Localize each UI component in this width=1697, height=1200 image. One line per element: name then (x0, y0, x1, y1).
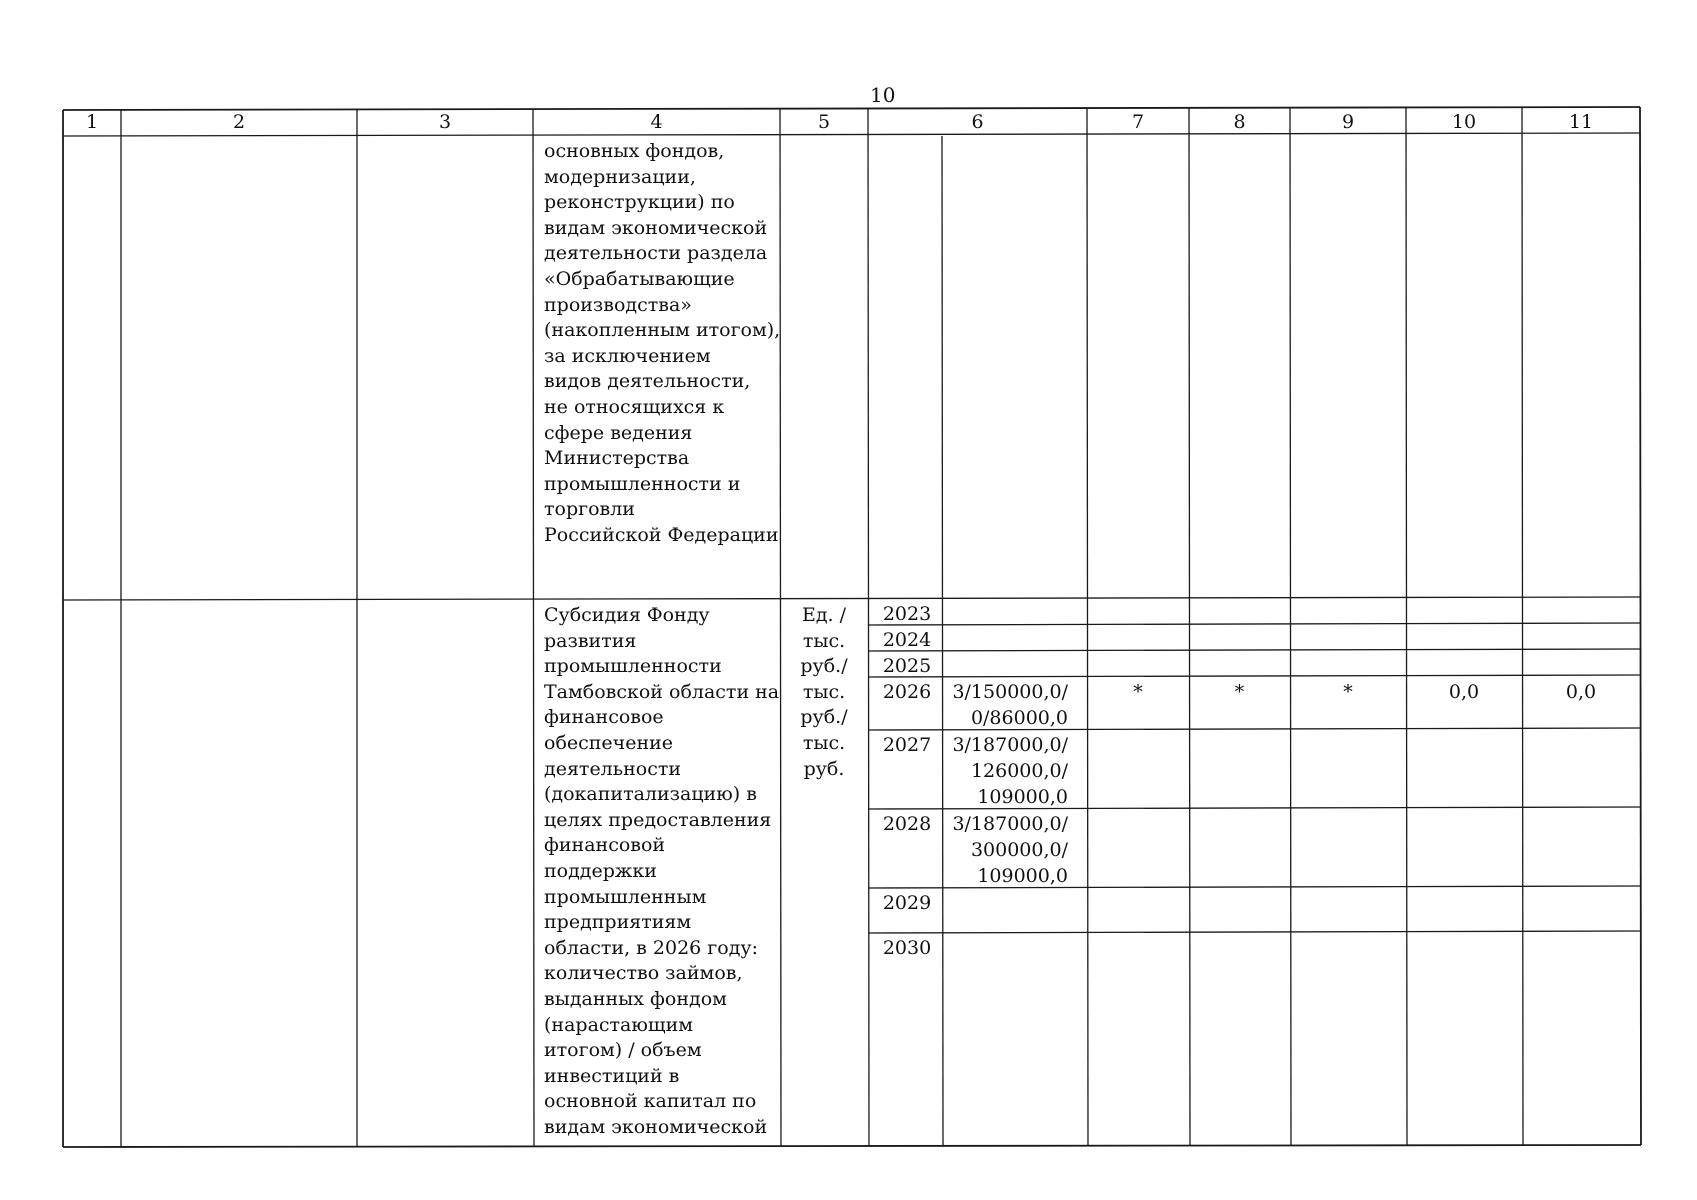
col8-2026: * (1234, 681, 1245, 703)
year-2027: 2027 (882, 734, 932, 756)
header-col-7: 7 (1131, 111, 1145, 133)
header-col-6: 6 (971, 111, 984, 133)
year-2030: 2030 (882, 937, 932, 959)
header-col-8: 8 (1233, 111, 1246, 133)
year-2024: 2024 (882, 629, 932, 651)
header-col-3: 3 (438, 111, 452, 133)
col10-2026: 0,0 (1448, 681, 1480, 703)
value-2028: 3/187000,0/ 300000,0/ 109000,0 (952, 813, 1068, 887)
page-number: 10 (870, 83, 896, 107)
header-col-10: 10 (1451, 111, 1477, 133)
header-col-5: 5 (817, 111, 831, 133)
year-2023: 2023 (882, 603, 932, 625)
header-col-1: 1 (85, 111, 99, 133)
year-2026: 2026 (882, 681, 932, 703)
row2-unit-text: Ед. / тыс. руб./ тыс. руб./ тыс. руб. (800, 604, 848, 780)
value-2027: 3/187000,0/ 126000,0/ 109000,0 (952, 734, 1068, 808)
year-2029: 2029 (882, 892, 932, 914)
header-col-9: 9 (1341, 111, 1355, 133)
value-2026: 3/150000,0/ 0/86000,0 (952, 681, 1068, 729)
year-2025: 2025 (882, 655, 932, 677)
col11-2026: 0,0 (1565, 681, 1597, 703)
year-2028: 2028 (882, 813, 932, 835)
header-col-4: 4 (650, 111, 663, 133)
col9-2026: * (1343, 681, 1353, 703)
row2-indicator-text: Субсидия Фонду развития промышленности Тамбовской области на финансовое обеспечение деятельности (докапитализацию) в целях предоставления финансовой поддержки промышленным предприятиям области, в 2026 году: количество займов, выданных фондом (нарастающим итогом) / объем инвестиций в основной капитал по видам экономической (544, 604, 780, 1138)
header-col-11: 11 (1568, 111, 1594, 133)
col7-2026: * (1133, 681, 1143, 703)
row1-indicator-text: основных фондов, модернизации, реконструкции) по видам экономической деятельности раздела «Обрабатывающие производства» (накопленным итогом), за исключением видов деятельности, не относящихся к сфере ведения Министерства промышленности и торговли Российской Федерации (544, 140, 781, 546)
header-col-2: 2 (232, 111, 246, 133)
